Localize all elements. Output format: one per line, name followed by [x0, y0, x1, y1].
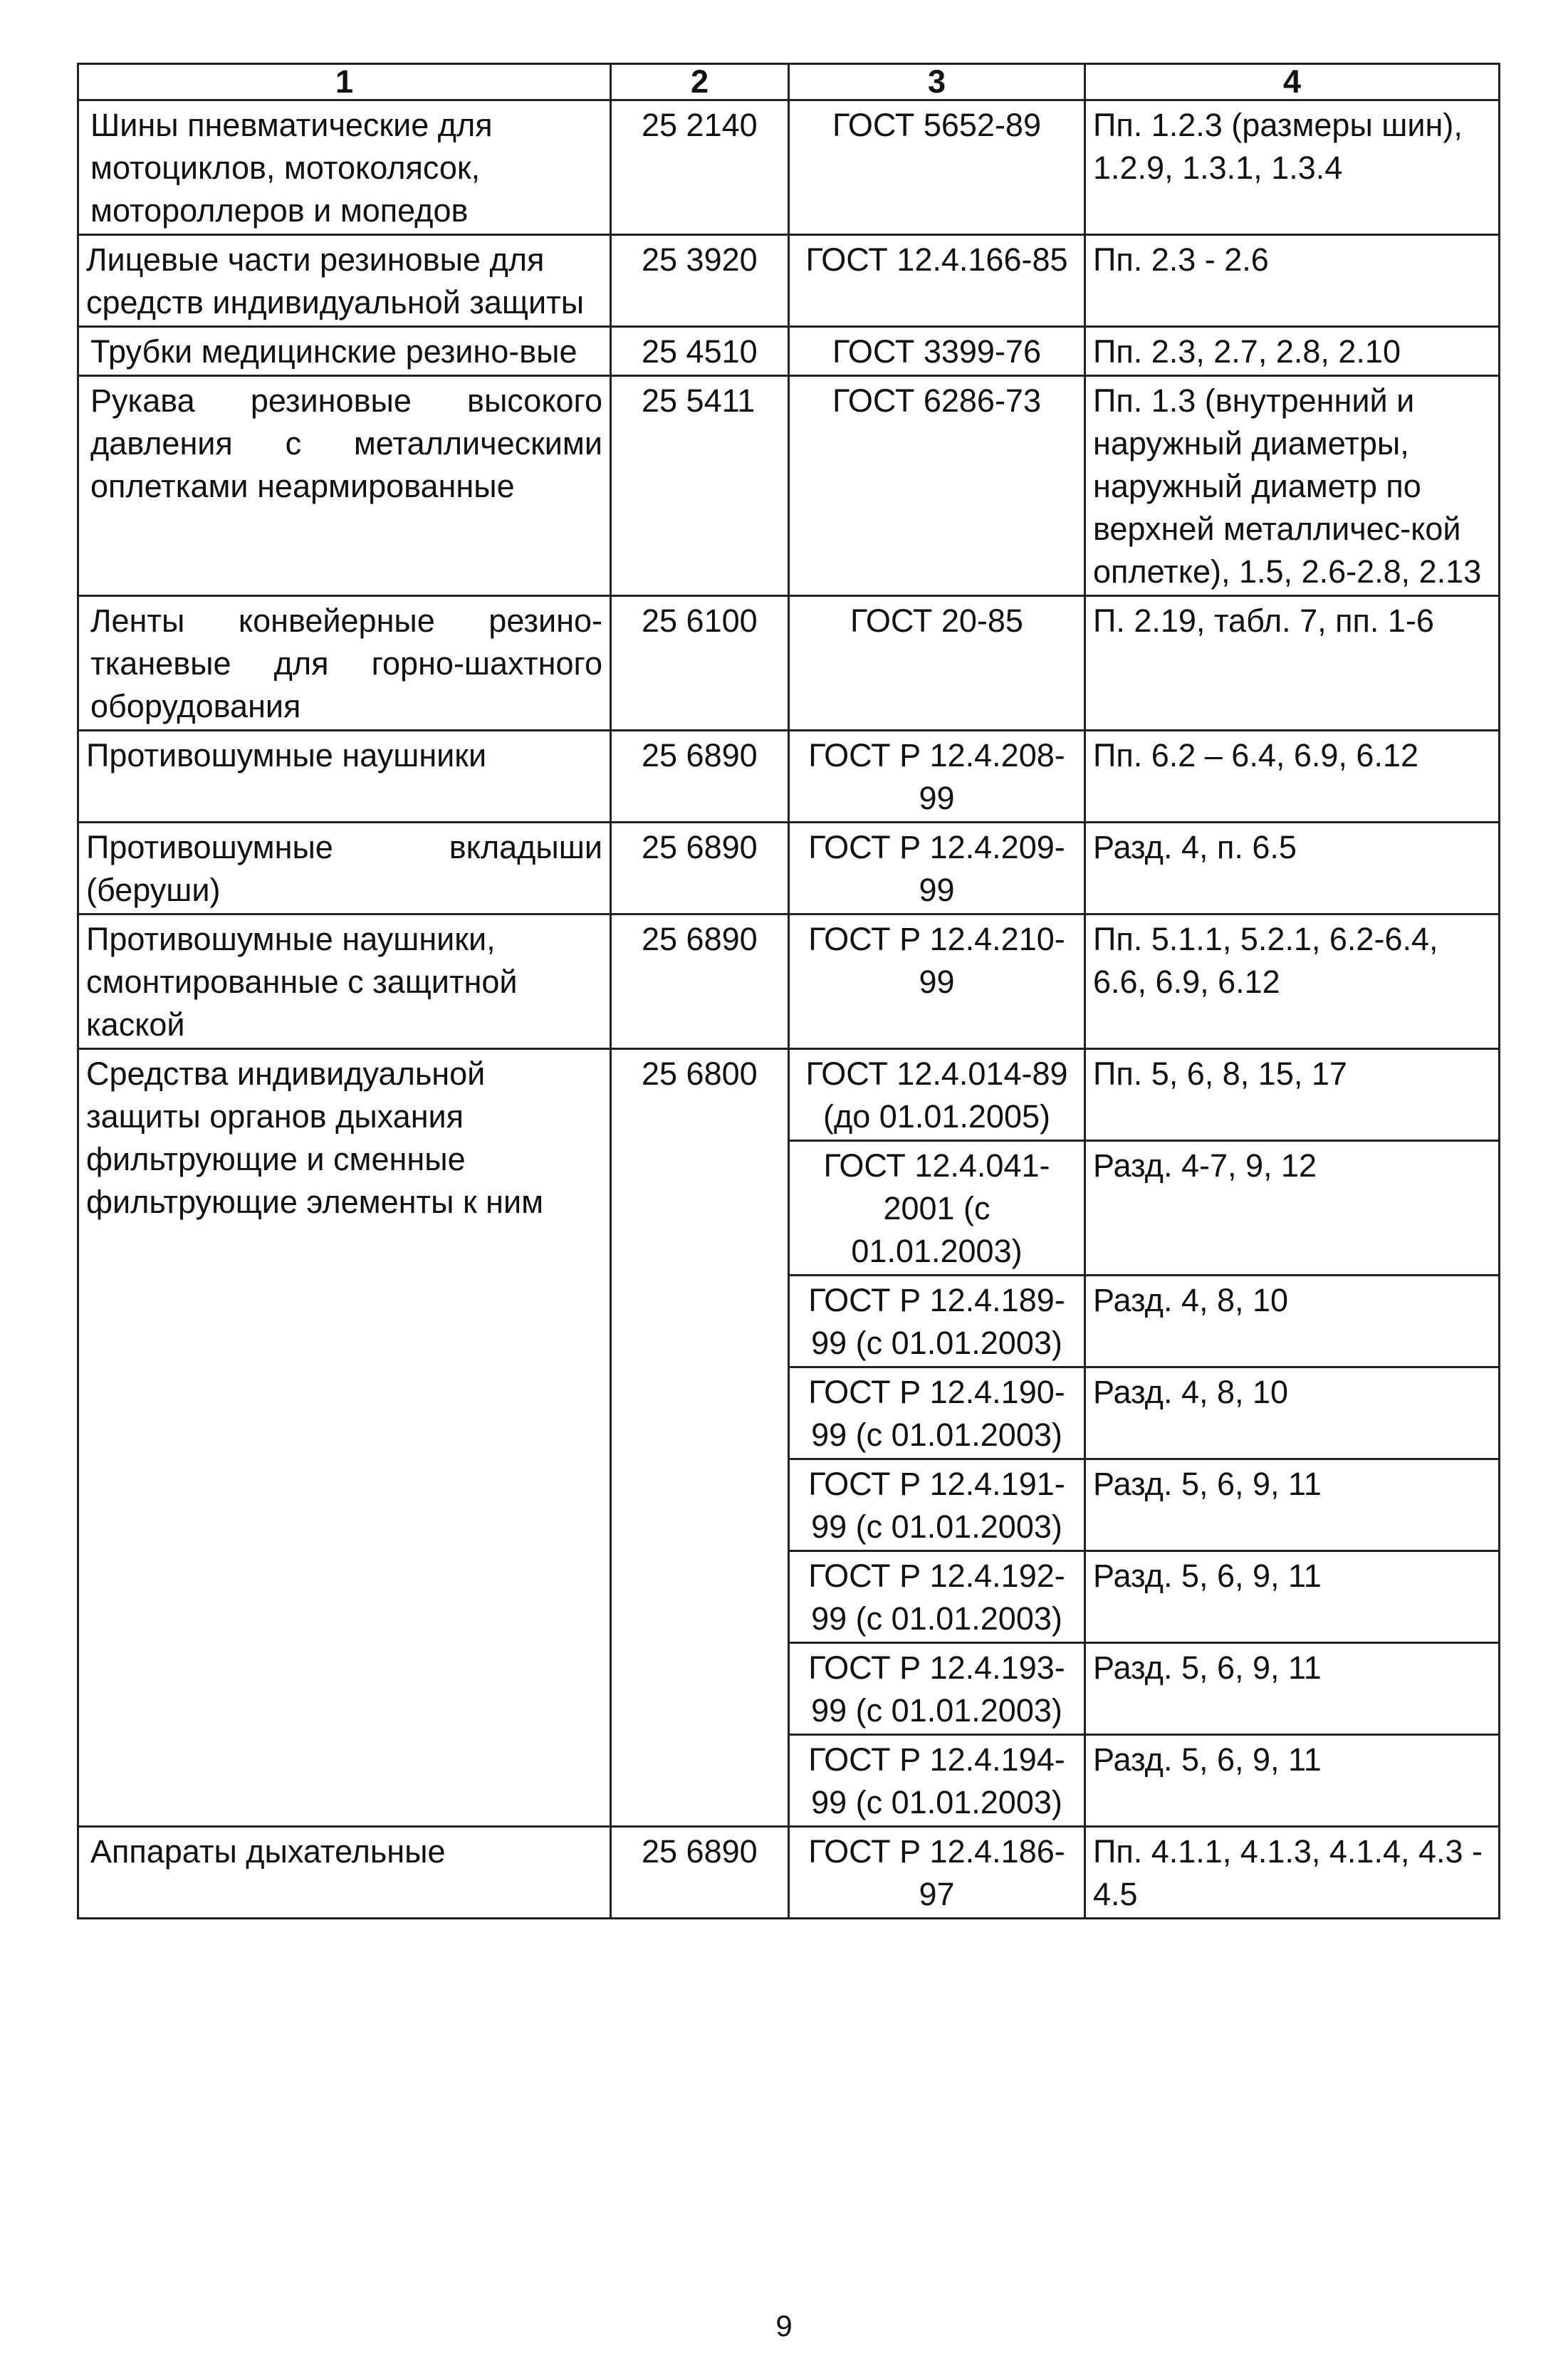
product-code: 25 3920 [611, 235, 789, 327]
standard-points: Пп. 6.2 – 6.4, 6.9, 6.12 [1085, 731, 1500, 823]
standard-doc: ГОСТ Р 12.4.190-99 (с 01.01.2003) [789, 1367, 1085, 1459]
product-name: Лицевые части резиновые для средств индивидуальной защиты [78, 235, 611, 327]
product-code: 25 5411 [611, 376, 789, 596]
product-name: Аппараты дыхательные [78, 1827, 611, 1919]
standard-doc: ГОСТ 12.4.166-85 [789, 235, 1085, 327]
product-code: 25 4510 [611, 327, 789, 376]
standard-points: Пп. 4.1.1, 4.1.3, 4.1.4, 4.3 - 4.5 [1085, 1827, 1500, 1919]
standards-table [77, 63, 1500, 1919]
standard-doc: ГОСТ Р 12.4.193-99 (с 01.01.2003) [789, 1643, 1085, 1735]
table-row [78, 1049, 1500, 1141]
product-code: 25 6890 [611, 731, 789, 823]
table-header-row [78, 64, 1500, 100]
standard-points: Разд. 5, 6, 9, 11 [1085, 1551, 1500, 1643]
table-row [78, 327, 1500, 376]
standard-doc: ГОСТ 12.4.041-2001 (с 01.01.2003) [789, 1141, 1085, 1276]
product-code: 25 6100 [611, 596, 789, 731]
standard-points: Разд. 5, 6, 9, 11 [1085, 1735, 1500, 1827]
standard-doc: ГОСТ 3399-76 [789, 327, 1085, 376]
standard-points: Пп. 1.2.3 (размеры шин), 1.2.9, 1.3.1, 1.3.4 [1085, 100, 1500, 235]
product-code: 25 2140 [611, 100, 789, 235]
table-row [78, 596, 1500, 731]
product-name: Средства индивидуальной защиты органов дыхания фильтрующие и сменные фильтрующие элементы к ним [78, 1049, 611, 1827]
standard-doc: ГОСТ 5652-89 [789, 100, 1085, 235]
product-name: Шины пневматические для мотоциклов, мотоколясок, мотороллеров и мопедов [78, 100, 611, 235]
standard-doc: ГОСТ Р 12.4.210-99 [789, 914, 1085, 1049]
product-code: 25 6890 [611, 1827, 789, 1919]
standard-points: П. 2.19, табл. 7, пп. 1-6 [1085, 596, 1500, 731]
standard-points: Разд. 4, п. 6.5 [1085, 823, 1500, 914]
table-row [78, 235, 1500, 327]
standard-points: Пп. 2.3, 2.7, 2.8, 2.10 [1085, 327, 1500, 376]
product-name: Противошумные наушники, смонтированные с защитной каской [78, 914, 611, 1049]
table-row [78, 1827, 1500, 1919]
standard-points: Пп. 5.1.1, 5.2.1, 6.2-6.4, 6.6, 6.9, 6.12 [1085, 914, 1500, 1049]
standard-points: Разд. 5, 6, 9, 11 [1085, 1643, 1500, 1735]
standard-points: Разд. 4, 8, 10 [1085, 1367, 1500, 1459]
table-row [78, 823, 1500, 914]
header-col-3: 3 [789, 64, 1085, 100]
product-code: 25 6800 [611, 1049, 789, 1827]
standard-points: Разд. 4, 8, 10 [1085, 1276, 1500, 1367]
standard-points: Разд. 5, 6, 9, 11 [1085, 1459, 1500, 1551]
standard-doc: ГОСТ Р 12.4.191-99 (с 01.01.2003) [789, 1459, 1085, 1551]
standard-doc: ГОСТ Р 12.4.194-99 (с 01.01.2003) [789, 1735, 1085, 1827]
standard-doc: ГОСТ Р 12.4.186-97 [789, 1827, 1085, 1919]
page-number: 9 [775, 2309, 793, 2342]
product-code: 25 6890 [611, 914, 789, 1049]
standard-points: Пп. 5, 6, 8, 15, 17 [1085, 1049, 1500, 1141]
header-col-2: 2 [611, 64, 789, 100]
standard-doc: ГОСТ Р 12.4.192-99 (с 01.01.2003) [789, 1551, 1085, 1643]
table-row [78, 914, 1500, 1049]
table-row [78, 100, 1500, 235]
standard-points: Пп. 1.3 (внутренний и наружный диаметры, наружный диаметр по верхней металличес-кой оплетке), 1.5, 2.6-2.8, 2.13 [1085, 376, 1500, 596]
product-name: Рукава резиновые высокого давления с металлическими оплетками неармированные [78, 376, 611, 596]
product-code: 25 6890 [611, 823, 789, 914]
standard-doc: ГОСТ 20-85 [789, 596, 1085, 731]
header-col-4: 4 [1085, 64, 1500, 100]
product-name: Противошумные вкладыши (беруши) [78, 823, 611, 914]
standard-doc: ГОСТ Р 12.4.189-99 (с 01.01.2003) [789, 1276, 1085, 1367]
header-col-1: 1 [78, 64, 611, 100]
product-name: Трубки медицинские резино-вые [78, 327, 611, 376]
table-row [78, 376, 1500, 596]
standard-doc: ГОСТ Р 12.4.208-99 [789, 731, 1085, 823]
product-name: Противошумные наушники [78, 731, 611, 823]
standard-points: Пп. 2.3 - 2.6 [1085, 235, 1500, 327]
standard-doc: ГОСТ 12.4.014-89 (до 01.01.2005) [789, 1049, 1085, 1141]
product-name: Ленты конвейерные резино-тканевые для горно-шахтного оборудования [78, 596, 611, 731]
standard-doc: ГОСТ Р 12.4.209-99 [789, 823, 1085, 914]
standard-doc: ГОСТ 6286-73 [789, 376, 1085, 596]
table-row [78, 731, 1500, 823]
standard-points: Разд. 4-7, 9, 12 [1085, 1141, 1500, 1276]
